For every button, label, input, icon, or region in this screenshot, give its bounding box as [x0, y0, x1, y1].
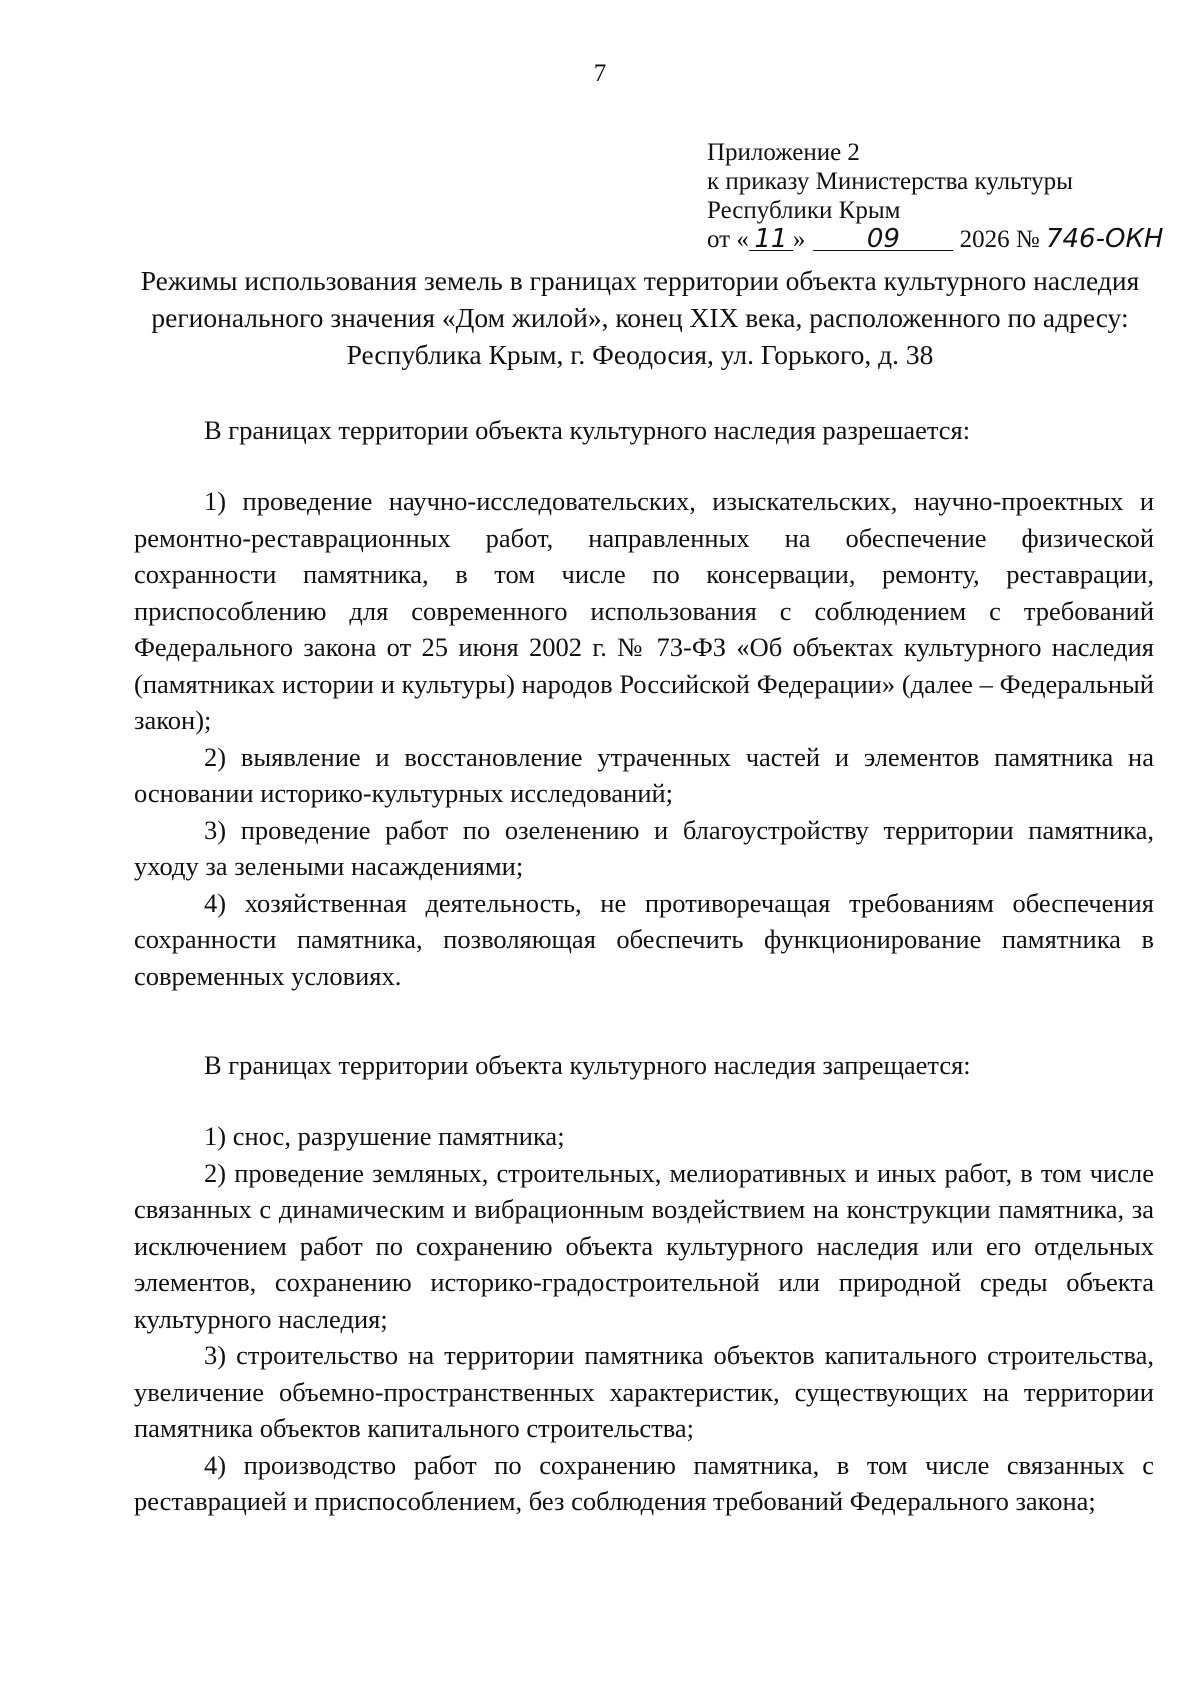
document-title: Режимы использования земель в границах территории объекта культурного наследия регионального значения «Дом жилой», конец XIX века, расположенного по адресу: Республика Крым, г. Феодосия, ул. Горького, д. 38 — [140, 265, 1140, 370]
date-year: 2026 № — [959, 226, 1040, 253]
appendix-block — [707, 138, 1167, 254]
prohibited-item-4: 4) производство работ по сохранению памятника, в том числе связанных с реставрацией и приспособлением, без соблюдения требований Федерального закона; — [134, 1449, 1154, 1516]
allowed-item-3: 3) проведение работ по озеленению и благоустройству территории памятника, уходу за зелеными насаждениями; — [134, 814, 1154, 881]
allowed-item-4: 4) хозяйственная деятельность, не противоречащая требованиям обеспечения сохранности памятника, позволяющая обеспечить функционирование памятника в современных условиях. — [134, 887, 1154, 991]
date-day: 11 — [749, 228, 793, 251]
date-day-suffix: » — [792, 226, 806, 253]
order-number: 746-ОКН — [1045, 224, 1164, 254]
appendix-order-reference: к приказу Министерства культуры — [707, 168, 1073, 195]
prohibited-item-1: 1) снос, разрушение памятника; — [204, 1121, 565, 1151]
page-number: 7 — [593, 60, 607, 87]
date-prefix: от « — [707, 226, 749, 253]
prohibited-heading: В границах территории объекта культурного наследия запрещается: — [204, 1050, 971, 1080]
appendix-date-line — [707, 225, 1167, 254]
appendix-title: Приложение 2 — [707, 139, 860, 166]
allowed-list — [134, 483, 1154, 994]
allowed-item-2: 2) выявление и восстановление утраченных частей и элементов памятника на основании историко-культурных исследований; — [134, 741, 1154, 808]
appendix-republic: Республики Крым — [707, 197, 901, 224]
prohibited-list — [134, 1118, 1154, 1520]
allowed-item-1: 1) проведение научно-исследовательских, изыскательских, научно-проектных и ремонтно-реставрационных работ, направленных на обеспечение физической сохранности памятника, в том числе по консервации, ремонту, реставрации, приспособлению для современного использования с соблюдением с требований Федерального закона от 25 июня 2002 г. № 73-ФЗ «Об объектах культурного наследия (памятниках истории и культуры) народов Российской Федерации» (далее – Федеральный закон); — [134, 486, 1154, 735]
prohibited-item-3: 3) строительство на территории памятника объектов капитального строительства, увеличение объемно-пространственных характеристик, существующих на территории памятника объектов капитального строительства; — [134, 1340, 1154, 1443]
date-month: 09 — [813, 228, 953, 251]
prohibited-item-2: 2) проведение земляных, строительных, мелиоративных и иных работ, в том числе связанных с динамическим и вибрационным воздействием на конструкции памятника, за исключением работ по сохранению объекта культурного наследия или его отдельных элементов, сохранению историко-градостроительной или природной среды объекта культурного наследия; — [134, 1157, 1154, 1334]
allowed-heading: В границах территории объекта культурного наследия разрешается: — [204, 415, 971, 445]
